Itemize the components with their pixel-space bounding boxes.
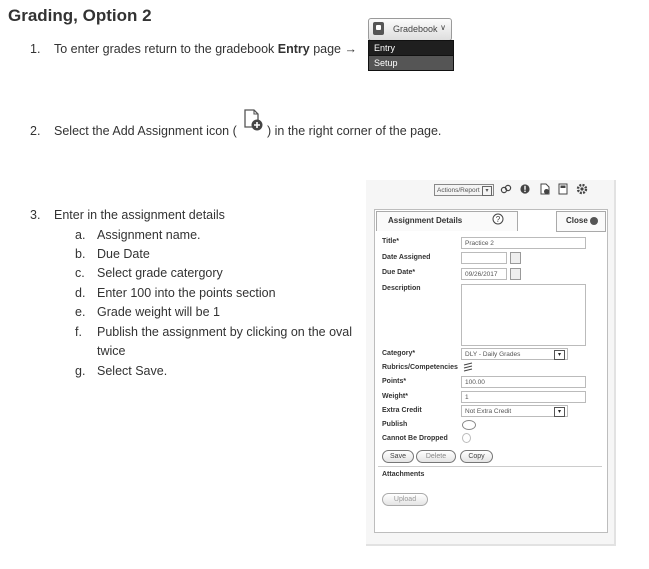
category-value: DLY - Daily Grades <box>465 351 521 358</box>
title-input[interactable]: Practice 2 <box>461 237 586 249</box>
description-textarea[interactable] <box>461 284 586 346</box>
weight-input[interactable]: 1 <box>461 391 586 403</box>
list-item: c. Select grade catergory <box>75 266 223 280</box>
list-item: f. Publish the assignment by clicking on the oval <box>75 325 353 339</box>
upload-button[interactable]: Upload <box>382 493 428 506</box>
date-assigned-label: Date Assigned <box>382 254 431 261</box>
gradebook-button[interactable] <box>368 18 452 41</box>
step-2-number: 2. <box>30 124 41 138</box>
tab-assignment-details-label: Assignment Details <box>388 216 463 225</box>
chevron-down-icon: ∨ <box>440 23 446 32</box>
link-icon[interactable] <box>500 183 512 195</box>
close-label: Close <box>566 216 588 225</box>
step-1 <box>30 42 357 56</box>
step-2-text: Select the Add Assignment icon ( <box>54 124 237 138</box>
gradebook-menu <box>368 40 454 71</box>
step-3-number: 3. <box>30 208 41 222</box>
step-1-text-after: page → <box>309 42 357 56</box>
gradebook-icon <box>373 22 384 35</box>
list-item: twice <box>97 344 126 358</box>
extra-credit-label: Extra Credit <box>382 407 422 414</box>
save-button[interactable]: Save <box>382 450 414 463</box>
chevron-down-icon: ▾ <box>554 350 565 360</box>
list-item: e. Grade weight will be 1 <box>75 305 220 319</box>
divider <box>378 466 602 467</box>
add-assignment-icon[interactable] <box>540 183 550 195</box>
page-title: Grading, Option 2 <box>8 6 152 25</box>
category-label: Category* <box>382 350 416 357</box>
due-date-label: Due Date* <box>382 269 416 276</box>
calendar-icon[interactable] <box>510 268 521 280</box>
due-date-input[interactable]: 09/26/2017 <box>461 268 507 280</box>
add-assignment-icon <box>242 108 264 132</box>
chevron-down-icon: ▾ <box>554 407 565 417</box>
menu-item-entry[interactable]: Entry <box>369 41 453 56</box>
gradebook-label: Gradebook <box>393 24 438 34</box>
publish-label: Publish <box>382 421 408 428</box>
date-assigned-input[interactable] <box>461 252 507 264</box>
copy-button[interactable]: Copy <box>460 450 493 463</box>
step-1-text: To enter grades return to the gradebook <box>54 42 278 56</box>
delete-button[interactable]: Delete <box>416 450 456 463</box>
rubric-link-icon[interactable] <box>463 362 473 372</box>
actions-report-dropdown[interactable] <box>434 184 494 196</box>
calculator-icon[interactable] <box>558 183 568 195</box>
calendar-icon[interactable] <box>510 252 521 264</box>
title-label: Title* <box>382 238 399 245</box>
cannot-drop-toggle[interactable] <box>462 433 471 443</box>
extra-credit-select[interactable] <box>461 405 568 417</box>
alert-icon[interactable] <box>520 183 530 195</box>
description-label: Description <box>382 285 421 292</box>
list-item: d. Enter 100 into the points section <box>75 286 276 300</box>
list-item: b. Due Date <box>75 247 150 261</box>
points-input[interactable]: 100.00 <box>461 376 586 388</box>
step-2-text-after: ) in the right corner of the page. <box>267 124 442 138</box>
cannot-drop-label: Cannot Be Dropped <box>382 435 448 442</box>
gear-icon[interactable] <box>576 183 588 195</box>
list-item: g. Select Save. <box>75 364 168 378</box>
step-3-text: Enter in the assignment details <box>54 208 225 222</box>
points-label: Points* <box>382 378 407 385</box>
list-item: a. Assignment name. <box>75 228 201 242</box>
chevron-down-icon: ▾ <box>482 186 492 196</box>
menu-item-setup[interactable]: Setup <box>369 56 453 70</box>
actions-report-label: Actions/Report <box>437 187 480 194</box>
publish-toggle[interactable] <box>462 420 476 430</box>
rubrics-label: Rubrics/Competencies <box>382 364 458 371</box>
extra-credit-value: Not Extra Credit <box>465 408 512 415</box>
close-icon <box>590 217 598 225</box>
help-icon[interactable] <box>492 213 504 225</box>
weight-label: Weight* <box>382 393 408 400</box>
svg-text:?: ? <box>495 215 501 224</box>
step-3 <box>30 208 225 222</box>
step-1-number: 1. <box>30 42 41 56</box>
step-2 <box>30 124 237 138</box>
attachments-label: Attachments <box>382 471 425 478</box>
step-1-bold: Entry <box>277 42 310 56</box>
category-select[interactable] <box>461 348 568 360</box>
